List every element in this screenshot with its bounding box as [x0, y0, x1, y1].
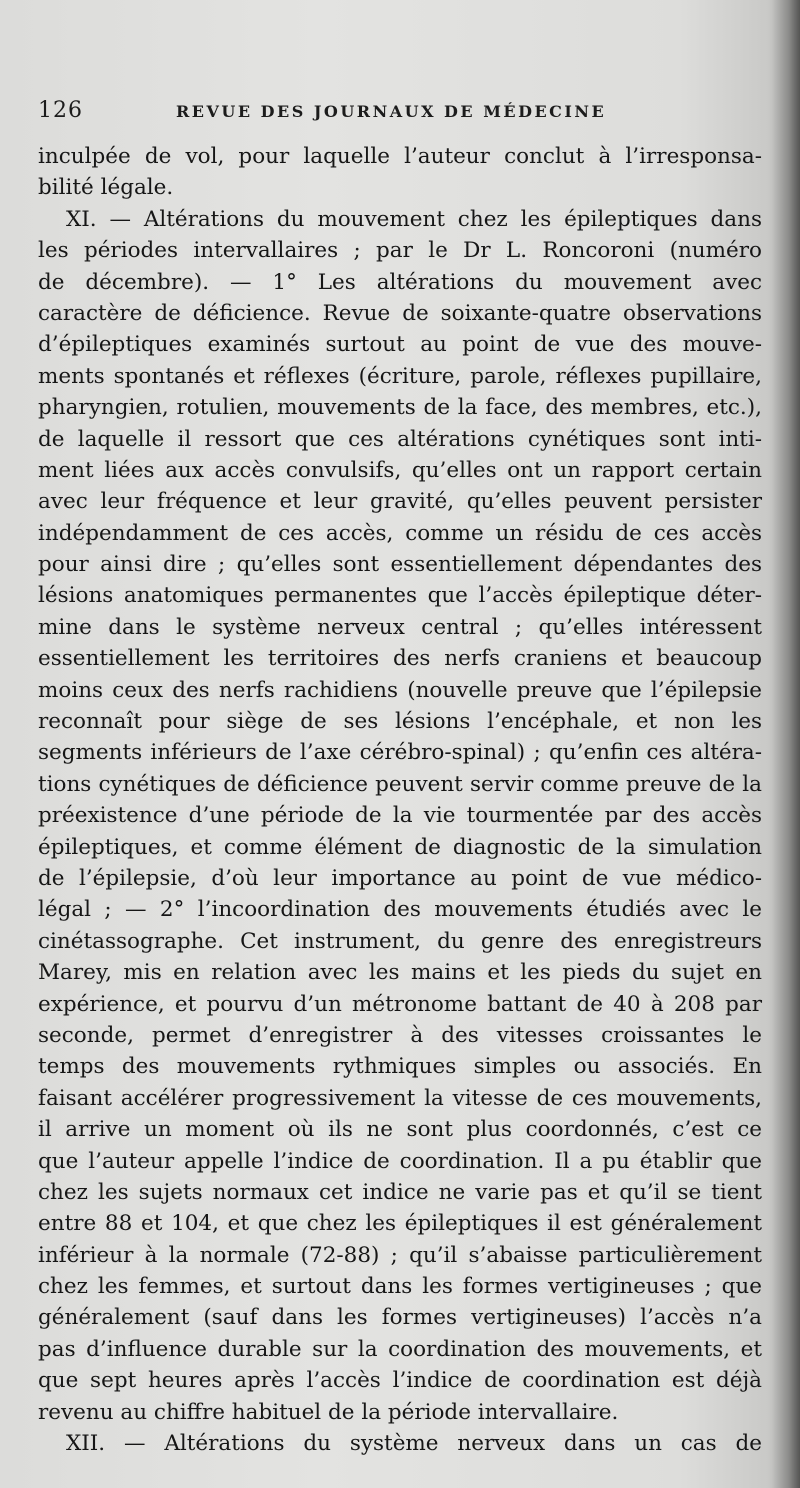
text-line: légal ; — 2° l’incoordination des mouvements étudiés avec le	[38, 897, 762, 923]
text-line: seconde, permet d’enregistrer à des vitesses croissantes le	[38, 1022, 762, 1048]
text-line: revenu au chiffre habituel de la période intervallaire.	[38, 1399, 619, 1425]
page-gutter-shadow	[772, 0, 800, 1488]
text-line: bilité légale.	[38, 175, 174, 201]
page-number: 126	[38, 98, 83, 123]
text-line: Marey, mis en relation avec les mains et les pieds du sujet en	[38, 960, 762, 986]
text-line: pour ainsi dire ; qu’elles sont essentiellement dépendantes des	[38, 552, 762, 578]
text-line: avec leur fréquence et leur gravité, qu’elles peuvent persister	[38, 489, 762, 515]
text-line: inférieur à la normale (72-88) ; qu’il s’abaisse particulièrement	[38, 1242, 762, 1268]
text-line: segments inférieurs de l’axe cérébro-spinal) ; qu’enfin ces altéra-	[38, 740, 762, 766]
text-line: d’épileptiques examinés surtout au point de vue des mouve-	[38, 332, 762, 358]
running-title: REVUE DES JOURNAUX DE MÉDECINE	[176, 102, 607, 121]
running-header	[38, 98, 778, 128]
text-line: les périodes intervallaires ; par le Dr L. Roncoroni (numéro	[38, 238, 762, 264]
text-line: pas d’influence durable sur la coordination des mouvements, et	[38, 1336, 762, 1362]
text-line: de décembre). — 1° Les altérations du mouvement avec	[38, 269, 762, 295]
text-line: indépendamment de ces accès, comme un résidu de ces accès	[38, 520, 762, 546]
text-line: mine dans le système nerveux central ; qu’elles intéressent	[38, 614, 762, 640]
text-line: chez les sujets normaux cet indice ne varie pas et qu’il se tient	[38, 1179, 762, 1205]
text-line: que l’auteur appelle l’indice de coordination. Il a pu établir que	[38, 1148, 762, 1174]
text-line: reconnaît pour siège de ses lésions l’encéphale, et non les	[38, 709, 762, 735]
text-line: temps des mouvements rythmiques simples ou associés. En	[38, 1054, 762, 1080]
text-line: préexistence d’une période de la vie tourmentée par des accès	[38, 803, 762, 829]
text-line: caractère de déficience. Revue de soixante-quatre observations	[38, 300, 762, 326]
text-line: de laquelle il ressort que ces altérations cynétiques sont inti-	[38, 426, 762, 452]
text-line: ments spontanés et réflexes (écriture, parole, réflexes pupillaire,	[38, 363, 762, 389]
text-line: essentiellement les territoires des nerfs craniens et beaucoup	[38, 646, 762, 672]
text-line: il arrive un moment où ils ne sont plus coordonnés, c’est ce	[38, 1117, 762, 1143]
text-line: généralement (sauf dans les formes vertigineuses) l’accès n’a	[38, 1305, 762, 1331]
text-line: entre 88 et 104, et que chez les épileptiques il est généralement	[38, 1211, 762, 1237]
text-line: épileptiques, et comme élément de diagnostic de la simulation	[38, 834, 762, 860]
article-text	[38, 141, 762, 1459]
section-heading-xii: XII. — Altérations du système nerveux dans un cas de	[66, 1431, 762, 1457]
section-heading-xi: XI. — Altérations du mouvement chez les épileptiques dans	[66, 206, 762, 232]
text-line: que sept heures après l’accès l’indice de coordination est déjà	[38, 1368, 762, 1394]
text-line: expérience, et pourvu d’un métronome battant de 40 à 208 par	[38, 991, 762, 1017]
text-line: faisant accélérer progressivement la vitesse de ces mouvements,	[38, 1085, 762, 1111]
text-line: ment liées aux accès convulsifs, qu’elles ont un rapport certain	[38, 457, 762, 483]
text-line: inculpée de vol, pour laquelle l’auteur conclut à l’irresponsa-	[38, 144, 762, 169]
text-line: de l’épilepsie, d’où leur importance au point de vue médico-	[38, 865, 762, 891]
text-line: lésions anatomiques permanentes que l’accès épileptique déter-	[38, 583, 762, 609]
text-line: chez les femmes, et surtout dans les formes vertigineuses ; que	[38, 1274, 762, 1300]
text-line: tions cynétiques de déficience peuvent servir comme preuve de la	[38, 771, 762, 797]
text-line: cinétassographe. Cet instrument, du genre des enregistreurs	[38, 928, 762, 954]
text-line: moins ceux des nerfs rachidiens (nouvelle preuve que l’épilepsie	[38, 677, 762, 703]
text-line: pharyngien, rotulien, mouvements de la face, des membres, etc.),	[38, 395, 762, 421]
